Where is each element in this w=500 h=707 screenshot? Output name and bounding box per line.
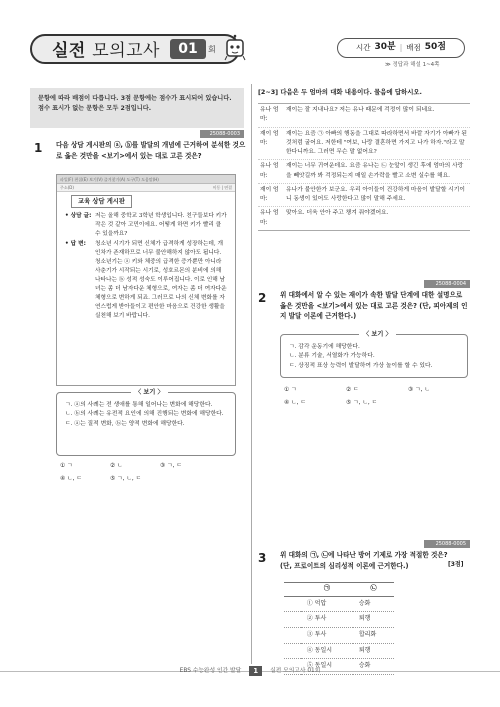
table-row[interactable]: ④ 동일시 퇴행 — [284, 643, 394, 659]
boki-item: ㄴ. ⓑ의 사례는 유전적 요인에 의해 진행되는 변화에 해당한다. — [65, 411, 224, 418]
dialog-line: 재이 엄마: 재이는 요즘 ㉠ 아빠의 행동을 그대로 따라하면서 바깥 자기가 아빠가 된 것처럼 굴어요. 저한테 "여보, 나랑 결혼하면 가지고 나가 하자."라고 말한다니까요. 그러면 무슨 말 없어요? — [258, 128, 470, 161]
footer-section: 실전 모의고사 01회 — [270, 667, 321, 674]
boki-box: 〈 보기 〉 ㄱ. 감각 운동기에 해당한다. ㄴ. 분류 기술, 서열화가 가능하다. ㄷ. 상징적 표상 능력이 발달하여 가상 놀이를 할 수 있다. — [280, 334, 468, 378]
question-text: 위 대화의 ㉠, ㉡에 나타난 방어 기제로 가장 적절한 것은? (단, 프로이트의 심리성적 이론에 근거한다.) — [280, 551, 448, 570]
table-row[interactable]: ② 투사 퇴행 — [284, 612, 394, 628]
choice-5[interactable]: ⑤ ㄱ, ㄴ, ㄷ — [110, 476, 142, 483]
dialog-line: 유나 엄마: 재이는 너무 귀여운데요. 요즘 유나는 ㉡ 눈앞이 생긴 후에 엄마의 사랑을 빼앗길까 봐 걱정되는지 매일 손가락을 빨고 소변 실수를 해요. — [258, 160, 470, 184]
answer-choices — [284, 386, 474, 413]
footer-book: EBS 수능완성 인간 발달 — [179, 667, 242, 674]
dialog-line: 유나 엄마: 재이는 잘 지내나요? 저는 유나 때문에 걱정이 많이 되네요. — [258, 104, 470, 128]
page-title: 실전 모의고사 — [52, 41, 160, 61]
question-number: 3 — [258, 551, 267, 565]
table-row[interactable]: ① 억압 승화 — [284, 596, 394, 612]
answer-reference: ≫ 정답과 해설 1~4쪽 — [385, 62, 440, 68]
dialog-line: 유나 엄마: 맞아요. 더욱 안아 주고 챙겨 줘야겠어요. — [260, 210, 389, 226]
exam-number: 01 — [170, 39, 206, 59]
page-number: 1 — [249, 666, 262, 676]
choice-3[interactable]: ③ ㄱ, ㄷ — [160, 463, 182, 469]
choice-2[interactable]: ② ㄷ — [346, 387, 359, 393]
scoring-notice: 문항에 따라 배점이 다릅니다. 3점 문항에는 점수가 표시되어 있습니다. 점수 표시가 없는 문항은 모두 2점입니다. — [30, 88, 244, 128]
question-number: 1 — [34, 141, 43, 155]
boki-box: 〈 보기 〉 ㄱ. ⓐ의 사례는 전 생애를 통해 일어나는 변화에 해당한다. ㄴ. ⓑ의 사례는 유전적 요인에 의해 진행되는 변화에 해당한다. ㄷ. ⓐ는 질적 변화, ⓑ는 양적 변화에 해당한다. — [56, 392, 236, 456]
question-code: 25088-0004 — [424, 280, 470, 288]
choice-4[interactable]: ④ ㄴ, ㄷ — [60, 476, 82, 483]
question-code: 25088-0005 — [424, 540, 470, 548]
question-code: 25088-0003 — [200, 130, 244, 138]
boki-item: ㄷ. 상징적 표상 능력이 발달하여 가상 놀이를 할 수 있다. — [289, 362, 433, 369]
passage-intro: [2~3] 다음은 두 엄마의 대화 내용이다. 물음에 답하시오. — [258, 88, 422, 96]
answer-table: ㉠ ㉡ ① 억압 승화 ② 투사 퇴행 ③ 투사 합리화 ④ 동일시 퇴행 ⑤ 동일시 승화 — [284, 582, 394, 675]
choice-2[interactable]: ② ㄴ — [110, 463, 123, 469]
choice-3[interactable]: ③ ㄱ, ㄴ — [408, 387, 430, 393]
table-row[interactable]: ③ 투사 합리화 — [284, 628, 394, 644]
board-screenshot — [56, 174, 236, 386]
dialog-line: 재이 엄마: 유나가 불안한가 보군요. 우리 아이들이 건강하게 마음이 발달할 시기이니 동생이 있어도 사랑한다고 많이 말해 주세요. — [258, 184, 470, 208]
browser-menu: 파일(F) 편집(E) 보기(V) 즐겨찾기(A) 도구(T) 도움말(H) — [57, 175, 235, 184]
answer-post: • 답 변: 청소년 시기가 되면 신체가 급격하게 성장하는데, 개인차가 존재하므로 너무 불안해하지 않아도 됩니다. 청소년기는 ⓐ 키와 체중의 급격한 증가뿐만 아니라 사춘기가 시작되는 시기로, 성호르몬의 분비에 의해 나타나는 ⓑ 성적 성숙도 이루어집니다. 이로 인해 남녀는 좀 더 남자다운 체형으로, 여자는 좀 더 여자다운 체형으로 변하게 되죠. 그러므로 나의 신체 변화를 자연스럽게 받아들이고 편안한 마음으로 건강한 생활을 실천해 보기 바랍니다. — [65, 241, 227, 320]
mascot-icon — [222, 34, 248, 62]
choice-4[interactable]: ④ ㄴ, ㄷ — [284, 400, 306, 407]
choice-1[interactable]: ① ㄱ — [284, 387, 297, 393]
browser-address-bar: 주소(D) 이동 | 연결 — [57, 184, 235, 192]
table-row[interactable]: ⑤ 동일시 승화 — [284, 659, 394, 675]
column-divider — [251, 84, 252, 664]
boki-item: ㄱ. 감각 운동기에 해당한다. — [289, 344, 360, 350]
choice-5[interactable]: ⑤ ㄱ, ㄴ, ㄷ — [346, 400, 378, 407]
boki-item: ㄷ. ⓐ는 질적 변화, ⓑ는 양적 변화에 해당한다. — [65, 420, 185, 427]
time-score-box: 시간 30분 | 배점 50점 — [337, 38, 465, 58]
board-title: 교육 상담 게시판 — [71, 195, 132, 208]
question-text: 위 대화에서 알 수 있는 재이가 속한 발달 단계에 대한 설명으로 옳은 것만을 <보기>에서 있는 대로 고른 것은? (단, 피아제의 인지 발달 이론에 근거한다.) — [280, 291, 468, 321]
question-text: 다음 상담 게시판의 ⓐ, ⓑ를 발달의 개념에 근거하여 분석한 것으로 옳은 것만을 <보기>에서 있는 대로 고른 것은? — [56, 141, 246, 160]
choice-1[interactable]: ① ㄱ — [60, 463, 73, 469]
boki-item: ㄴ. 분류 기술, 서열화가 가능하다. — [289, 353, 375, 360]
boki-item: ㄱ. ⓐ의 사례는 전 생애를 통해 일어나는 변화에 해당한다. — [65, 402, 213, 408]
exam-unit: 회 — [208, 45, 216, 54]
answer-choices — [60, 462, 240, 489]
question-number: 2 — [258, 291, 267, 305]
page-footer — [0, 664, 500, 678]
consult-post: • 상담 글: 저는 올해 중학교 3학년 학생입니다. 친구들보다 키가 작은 것 같아 고민이에요. 어떻게 하면 키가 빨리 클 수 있을까요? — [65, 213, 227, 238]
dialog-passage — [258, 103, 470, 231]
points-label: [3점] — [448, 561, 464, 568]
